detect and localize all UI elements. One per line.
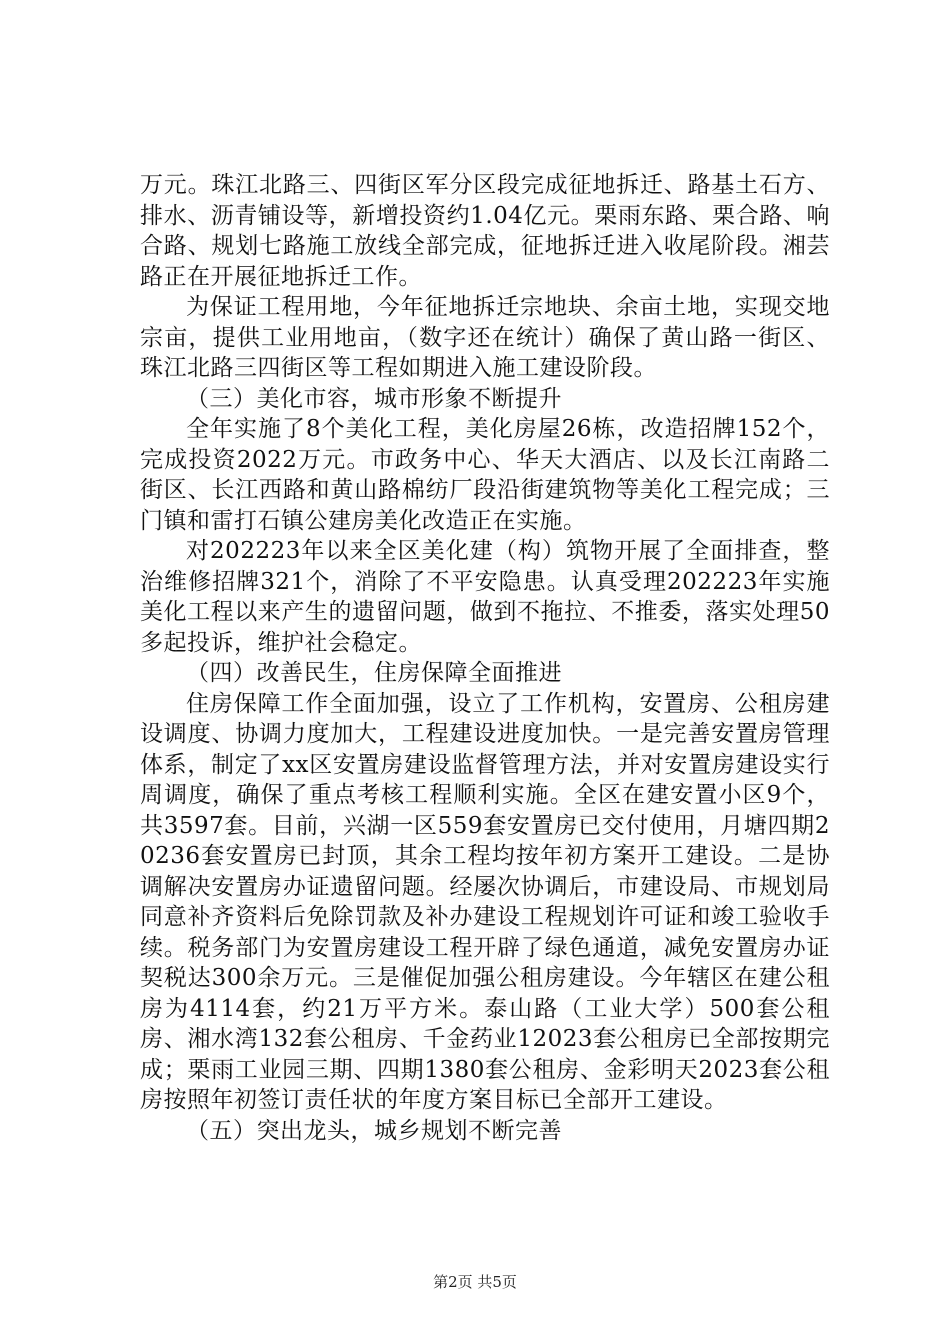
section-heading-4: （四）改善民生，住房保障全面推进	[186, 660, 562, 686]
section-heading-3: （三）美化市容，城市形象不断提升	[186, 385, 562, 412]
page-number-footer: 第2页 共5页	[433, 1273, 517, 1291]
section-heading-5: （五）突出龙头，城乡规划不断完善	[186, 1117, 562, 1144]
paragraph-beautification: 全年实施了8个美化工程，美化房屋26栋，改造招牌152个，完成投资2022万元。市政务中心、华天大酒店、以及长江南路二街区、长江西路和黄山路棉纺厂段沿街建筑物等美化工程完成；三门镇和雷打石镇公建房美化改造正在实施。	[140, 416, 830, 534]
paragraph-continued: 万元。珠江北路三、四街区军分区段完成征地拆迁、路基土石方、排水、沥青铺设等，新增投资约1.04亿元。栗雨东路、栗合路、响合路、规划七路施工放线全部完成，征地拆迁进入收尾阶段。湘芸路正在开展征地拆迁工作。	[140, 172, 830, 290]
paragraph-housing: 住房保障工作全面加强，设立了工作机构，安置房、公租房建设调度、协调力度加大，工程建设进度加快。一是完善安置房管理体系，制定了xx区安置房建设监督管理方法，并对安置房建设实行周调度，确保了重点考核工程顺利实施。全区在建安置小区9个，共3597套。目前，兴湖一区559套安置房已交付使用，月塘四期20236套安置房已封顶，其余工程均按年初方案开工建设。二是协调解决安置房办证遗留问题。经屡次协调后，市建设局、市规划局同意补齐资料后免除罚款及补办建设工程规划许可证和竣工验收手续。税务部门为安置房建设工程开辟了绿色通道，减免安置房办证契税达300余万元。三是催促加强公租房建设。今年辖区在建公租房为4114套，约21万平方米。泰山路（工业大学）500套公租房、湘水湾132套公租房、千金药业12023套公租房已全部按期完成；栗雨工业园三期、四期1380套公租房、金彩明天2023套公租房按照年初签订责任状的年度方案目标已全部开工建设。	[140, 690, 830, 1113]
paragraph-inspection: 对202223年以来全区美化建（构）筑物开展了全面排查，整治维修招牌321个，消除了不平安隐患。认真受理202223年实施美化工程以来产生的遗留问题，做到不拖拉、不推委，落实处理50多起投诉，维护社会稳定。	[140, 538, 830, 656]
paragraph-land-use: 为保证工程用地，今年征地拆迁宗地块、余亩土地，实现交地宗亩，提供工业用地亩，（数字还在统计）确保了黄山路一街区、珠江北路三四街区等工程如期进入施工建设阶段。	[140, 294, 830, 381]
document-body	[140, 170, 830, 1146]
